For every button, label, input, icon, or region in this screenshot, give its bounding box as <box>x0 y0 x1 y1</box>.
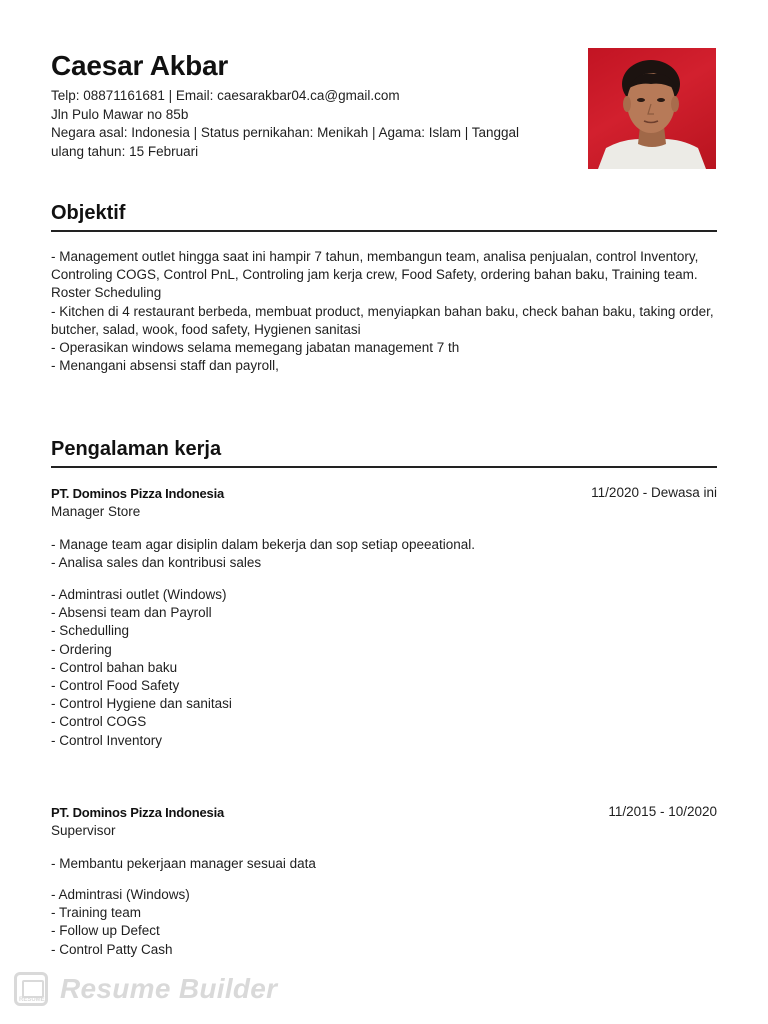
profile-photo <box>588 48 716 169</box>
contact-line: Telp: 08871161681 | Email: caesarakbar04.ca@gmail.com <box>51 88 400 103</box>
experience-divider <box>51 466 717 468</box>
job-date: 11/2015 - 10/2020 <box>608 804 717 819</box>
job-task-list <box>51 886 190 959</box>
text-line: - Control Food Safety <box>51 678 180 694</box>
contact-block <box>51 87 531 161</box>
resume-builder-watermark <box>14 972 277 1006</box>
job-company: PT. Dominos Pizza Indonesia <box>51 486 225 501</box>
person-portrait-icon <box>588 48 716 169</box>
job-date: 11/2020 - Dewasa ini <box>591 485 717 500</box>
candidate-name: Caesar Akbar <box>51 50 229 81</box>
text-line: - Control Hygiene dan sanitasi <box>51 696 232 712</box>
experience-heading: Pengalaman kerja <box>51 438 222 460</box>
objective-text <box>51 248 717 375</box>
text-line: - Admintrasi (Windows) <box>51 887 190 902</box>
text-line: - Manage team agar disiplin dalam bekerja dan sop setiap opeeational. <box>51 537 476 552</box>
text-line: - Control COGS <box>51 714 147 730</box>
job-task-list <box>51 586 232 750</box>
text-line: - Menangani absensi staff dan payroll, <box>51 358 279 374</box>
text-line: - Admintrasi outlet (Windows) <box>51 587 227 602</box>
text-line: - Ordering <box>51 641 112 657</box>
text-line: - Kitchen di 4 restaurant berbeda, membuat product, menyiapkan bahan baku, check bahan baku, taking order, butcher, salad, wook, food safety, Hygienen sanitasi <box>51 303 714 337</box>
text-line: - Training team <box>51 905 142 921</box>
text-line: - Operasikan windows selama memegang jabatan management 7 th <box>51 340 460 356</box>
objective-divider <box>51 230 717 232</box>
job-role: Supervisor <box>51 823 116 838</box>
text-line: - Membantu pekerjaan manager sesuai data <box>51 856 316 871</box>
job-role: Manager Store <box>51 504 141 519</box>
job-company: PT. Dominos Pizza Indonesia <box>51 805 225 820</box>
resume-builder-logo-icon: RESUME <box>14 972 48 1006</box>
job-description <box>51 855 316 873</box>
text-line: - Management outlet hingga saat ini hampir 7 tahun, membangun team, analisa penjualan, control Inventory, Controling COGS, Control PnL, Controling jam kerja crew, Food Safety, ordering bahan baku, Training team. Roster Scheduling <box>51 249 699 301</box>
text-line: - Absensi team dan Payroll <box>51 605 212 621</box>
job-description <box>51 536 475 572</box>
text-line: - Follow up Defect <box>51 923 160 939</box>
watermark-text: Resume Builder <box>60 973 278 1004</box>
objective-heading: Objektif <box>51 202 126 224</box>
text-line: - Schedulling <box>51 623 130 639</box>
text-line: - Control Inventory <box>51 732 163 748</box>
text-line: - Control Patty Cash <box>51 941 173 957</box>
personal-details: Negara asal: Indonesia | Status pernikahan: Menikah | Agama: Islam | Tanggal ulang tahun: 15 Februari <box>51 125 520 159</box>
address-line: Jln Pulo Mawar no 85b <box>51 106 189 122</box>
text-line: - Control bahan baku <box>51 659 178 675</box>
text-line: - Analisa sales dan kontribusi sales <box>51 555 262 571</box>
